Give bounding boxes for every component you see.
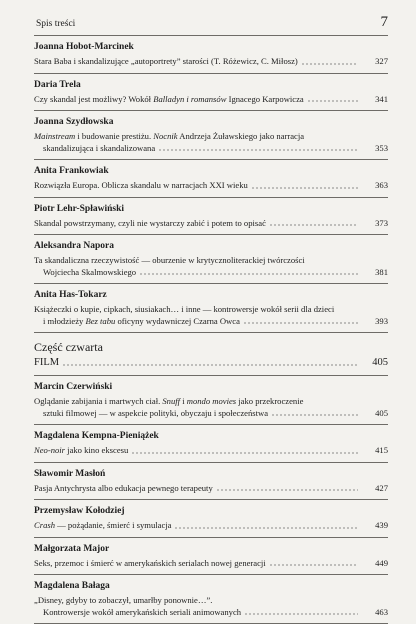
toc-entries-part-three bbox=[34, 35, 388, 333]
toc-entry bbox=[34, 198, 388, 235]
table-of-contents bbox=[34, 35, 388, 624]
entry-title-text: sztuki filmowej — w aspekcie polityki, obyczaju i społeczeństwa bbox=[43, 407, 269, 418]
toc-entry bbox=[34, 425, 388, 462]
page-number: 7 bbox=[380, 14, 388, 30]
part-title-line bbox=[34, 356, 388, 375]
entry-page-ref: 427 bbox=[375, 482, 388, 493]
entry-author: Magdalena Bałaga bbox=[34, 581, 110, 591]
entry-title-line bbox=[34, 180, 388, 192]
dot-leader bbox=[251, 187, 358, 189]
entry-title-text: Ta skandaliczna rzeczywistość — oburzenie w krytycznoliterackiej twórczości bbox=[34, 255, 305, 265]
entry-title-line bbox=[34, 607, 388, 619]
dot-leader bbox=[131, 452, 358, 454]
entry-page-ref: 463 bbox=[375, 606, 388, 617]
dot-leader bbox=[271, 414, 358, 416]
entry-title-text: Mainstream i budowanie prestiżu. Nocnik Andrzeja Żuławskiego jako narracja bbox=[34, 131, 305, 141]
dot-leader bbox=[269, 564, 358, 566]
entry-page-ref: 373 bbox=[375, 217, 388, 228]
entry-author: Małgorzata Major bbox=[34, 543, 110, 554]
entry-title-line bbox=[34, 143, 388, 155]
entry-author: Piotr Lehr-Spławiński bbox=[34, 203, 124, 214]
entry-title-line bbox=[34, 131, 388, 143]
entry-author: Przemysław Kołodziej bbox=[34, 506, 125, 516]
entry-title-text: Kontrowersje wokół amerykańskich seriali animowanych bbox=[43, 606, 242, 617]
part-heading bbox=[34, 333, 388, 375]
entry-author: Aleksandra Napora bbox=[34, 241, 114, 251]
dot-leader bbox=[158, 149, 358, 151]
entry-title-line bbox=[34, 483, 388, 495]
toc-entry bbox=[34, 376, 388, 424]
entry-page-ref: 415 bbox=[375, 445, 388, 455]
entry-author: Daria Trela bbox=[34, 79, 81, 90]
entry-title-text: i młodzieży Bez tabu oficyny wydawniczej Czarna Owca bbox=[43, 315, 240, 326]
toc-entry bbox=[34, 575, 388, 623]
entry-title-text: Crash — pożądanie, śmierć i symulacja bbox=[34, 520, 172, 530]
dot-leader bbox=[301, 63, 358, 65]
part-title: FILM bbox=[34, 357, 60, 368]
entry-author: Anita Frankowiak bbox=[34, 166, 109, 176]
entry-title-line bbox=[34, 316, 388, 328]
entry-title-text: „Disney, gdyby to zobaczył, umarłby ponownie…”. bbox=[34, 595, 213, 605]
entry-title-text: Neo-noir jako kino ekscesu bbox=[34, 445, 129, 455]
toc-entry bbox=[34, 74, 388, 111]
entry-author: Marcin Czerwiński bbox=[34, 382, 113, 392]
toc-entry bbox=[34, 235, 388, 283]
dot-leader bbox=[244, 613, 358, 615]
running-head-title: Spis treści bbox=[36, 19, 76, 29]
entry-title-text: Oglądanie zabijania i martwych ciał. Snuff i mondo movies jako przekroczenie bbox=[34, 396, 304, 406]
entry-title-line bbox=[34, 255, 388, 267]
entry-title-line bbox=[34, 94, 388, 106]
entry-title-line bbox=[34, 445, 388, 457]
entry-page-ref: 381 bbox=[375, 266, 388, 277]
entry-title-line bbox=[34, 408, 388, 420]
part-page-ref: 405 bbox=[372, 357, 388, 368]
entry-page-ref: 449 bbox=[375, 557, 388, 568]
toc-entry bbox=[34, 284, 388, 332]
entry-title-text: Rozwiązła Europa. Oblicza skandalu w narracjach XXI wieku bbox=[34, 180, 248, 190]
toc-entry bbox=[34, 36, 388, 73]
entry-title-line bbox=[34, 595, 388, 607]
dot-leader bbox=[139, 273, 358, 275]
entry-title-text: Wojciecha Skalmowskiego bbox=[43, 266, 137, 277]
toc-entry bbox=[34, 111, 388, 159]
entry-title-text: Książeczki o kupie, cipkach, siusiakach… i inne — kontrowersje wokół serii dla dzieci bbox=[34, 304, 335, 314]
entry-page-ref: 327 bbox=[375, 56, 388, 66]
running-head bbox=[36, 14, 388, 34]
entry-page-ref: 393 bbox=[375, 315, 388, 326]
dot-leader bbox=[243, 322, 358, 324]
entry-title-text: Stara Baba i skandalizujące „autoportrety” starości (T. Różewicz, C. Miłosz) bbox=[34, 56, 298, 66]
entry-page-ref: 341 bbox=[375, 93, 388, 104]
entry-page-ref: 405 bbox=[375, 407, 388, 418]
entry-title-text: Czy skandal jest możliwy? Wokół Balladyn i romansów Ignacego Karpowicza bbox=[34, 93, 304, 104]
entry-author: Joanna Szydłowska bbox=[34, 117, 114, 127]
entry-author: Anita Has-Tokarz bbox=[34, 290, 107, 300]
entry-author: Magdalena Kempna-Pieniążek bbox=[34, 431, 159, 441]
entry-title-line bbox=[34, 396, 388, 408]
dot-leader bbox=[62, 364, 358, 366]
toc-entries-part-four bbox=[34, 375, 388, 624]
dot-leader bbox=[307, 100, 358, 102]
entry-title-text: Skandal powstrzymany, czyli nie wystarczy zabić i potem to opisać bbox=[34, 217, 266, 228]
entry-title-text: Pasja Antychrysta albo edukacja pewnego terapeuty bbox=[34, 482, 213, 493]
entry-author: Sławomir Masłoń bbox=[34, 468, 106, 479]
entry-page-ref: 439 bbox=[375, 520, 388, 530]
toc-entry bbox=[34, 500, 388, 537]
entry-author: Joanna Hobot-Marcinek bbox=[34, 42, 134, 52]
entry-page-ref: 363 bbox=[375, 180, 388, 190]
entry-title-text: skandalizująca i skandalizowana bbox=[43, 142, 156, 153]
dot-leader bbox=[174, 527, 358, 529]
entry-title-line bbox=[34, 218, 388, 230]
entry-title-line bbox=[34, 56, 388, 68]
toc-entry bbox=[34, 463, 388, 500]
entry-title-text: Seks, przemoc i śmierć w amerykańskich serialach nowej generacji bbox=[34, 557, 266, 568]
entry-page-ref: 353 bbox=[375, 142, 388, 153]
entry-title-line bbox=[34, 520, 388, 532]
entry-title-line bbox=[34, 304, 388, 316]
part-label: Część czwarta bbox=[34, 340, 103, 354]
entry-title-line bbox=[34, 558, 388, 570]
toc-entry bbox=[34, 538, 388, 575]
dot-leader bbox=[216, 489, 358, 491]
entry-title-line bbox=[34, 267, 388, 279]
toc-entry bbox=[34, 160, 388, 197]
dot-leader bbox=[269, 224, 358, 226]
